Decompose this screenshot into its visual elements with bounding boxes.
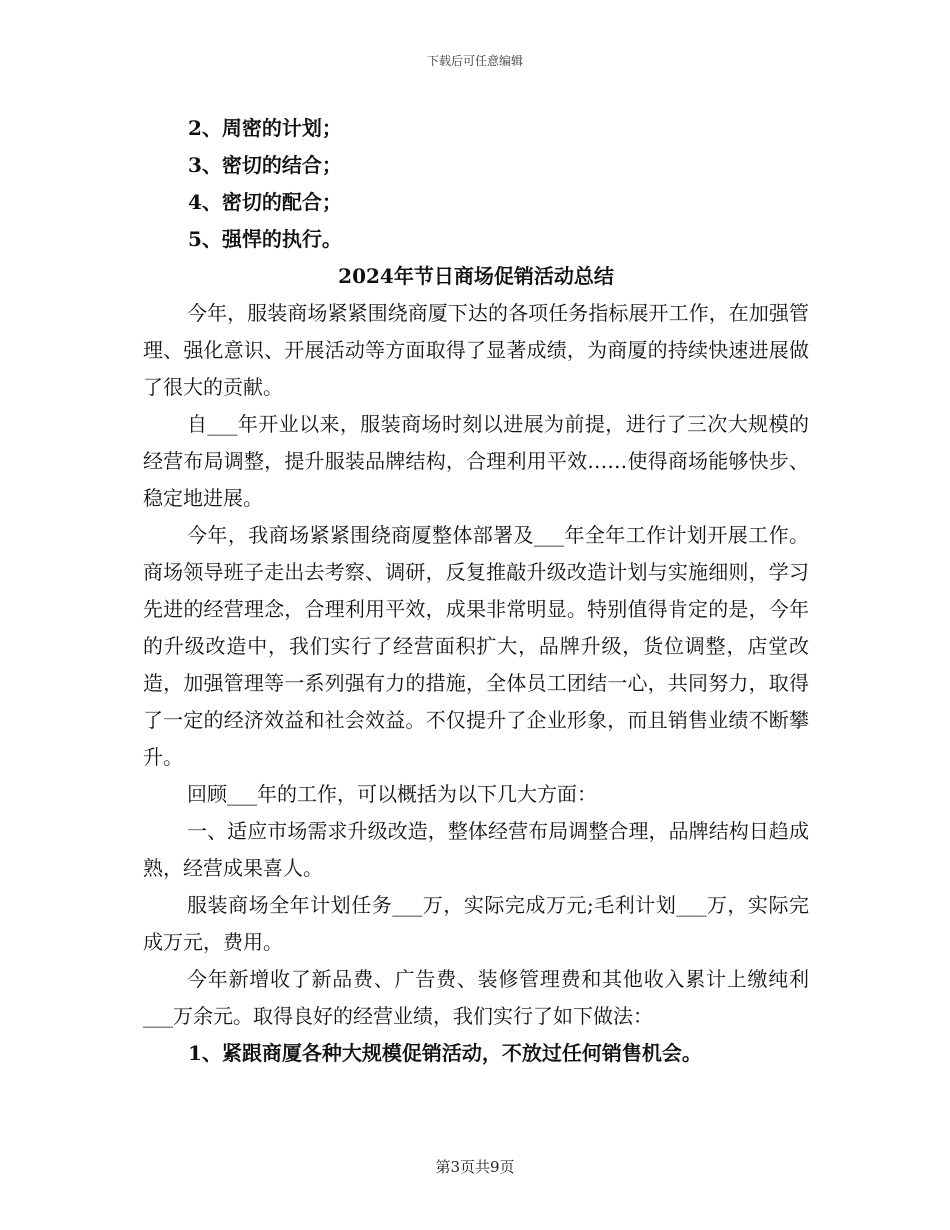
paragraph-upgrade: 一、适应市场需求升级改造，整体经营布局调整合理，品牌结构日趋成熟，经营成果喜人。 xyxy=(143,819,809,880)
document-body xyxy=(143,110,809,1072)
page-header-note: 下载后可任意编辑 xyxy=(426,54,523,68)
list-item-5: 5、强悍的执行。 xyxy=(188,227,342,251)
list-item-4: 4、密切的配合； xyxy=(188,190,342,214)
paragraph-income: 今年新增收了新品费、广告费、装修管理费和其他收入累计上缴纯利___万余元。取得良好的经营业绩，我们实行了如下做法： xyxy=(143,967,809,1028)
paragraph-work-plan: 今年，我商场紧紧围绕商厦整体部署及___年全年工作计划开展工作。商场领导班子走出去考察、调研，反复推敲升级改造计划与实施细则，学习先进的经营理念，合理利用平效，成果非常明显。特别值得肯定的是，今年的升级改造中，我们实行了经营面积扩大，品牌升级，货位调整，店堂改造，加强管理等一系列强有力的措施，全体员工团结一心，共同努力，取得了一定的经济效益和社会效益。不仅提升了企业形象，而且销售业绩不断攀升。 xyxy=(143,523,809,769)
list-item-3: 3、密切的结合； xyxy=(188,153,342,177)
bold-item-1: 1、紧跟商厦各种大规模促销活动，不放过任何销售机会。 xyxy=(188,1041,702,1065)
list-item-2: 2、周密的计划； xyxy=(188,116,342,140)
paragraph-history: 自___年开业以来，服装商场时刻以进展为前提，进行了三次大规模的经营布局调整，提升服装品牌结构，合理利用平效……使得商场能够快步、稳定地进展。 xyxy=(143,412,809,510)
page-number-footer: 第3页共9页 xyxy=(435,1158,515,1176)
paragraph-targets: 服装商场全年计划任务___万，实际完成万元;毛利计划___万，实际完成万元，费用。 xyxy=(143,893,809,954)
paragraph-review: 回顾___年的工作，可以概括为以下几大方面： xyxy=(187,782,597,806)
paragraph-intro: 今年，服装商场紧紧围绕商厦下达的各项任务指标展开工作，在加强管理、强化意识、开展活动等方面取得了显著成绩，为商厦的持续快速进展做了很大的贡献。 xyxy=(143,301,809,399)
section-title: 2024年节日商场促销活动总结 xyxy=(338,264,614,288)
